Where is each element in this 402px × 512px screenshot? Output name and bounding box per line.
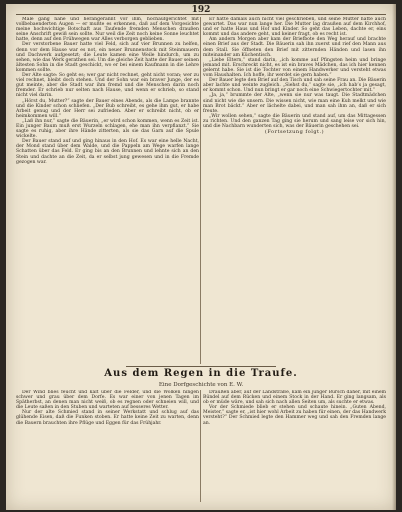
continuation-note: (Fortsetzung folgt.) (264, 129, 325, 136)
story-byline: Eine Dorfgeschichte von E. W. (158, 382, 244, 388)
paragraph: Der verstorbene Bauer hatte viel Feld, sich auf vier Brunnen zu helfen, denn vor dem Hause war es not, ein neuer Brunnenstock mit Steinmauern und Dachwerk aufgesetzt; die Leute kamen eine Weile hindurch, um zu sehen, wie das Werk gerathen sei. Um die gleiche Zeit hatte der Bauer seinen ältesten Sohn in die Stadt geschickt, wo er bei einem Kaufmann in die Lehre kommen sollte. (16, 42, 199, 73)
paragraph: Der Wind blies feucht und kalt über die Felder, und die Wolken hingen schwer und grau über dem Dorfe. Es war einer von jenen Tagen im Spätherbst, an denen man nicht weiß, ob es regnen oder schneien will, und die Leute saßen in den Stuben und warteten auf besseres Wetter. (16, 390, 199, 411)
paragraph: „Wir wollen sehen,“ sagte die Bäuerin und stand auf, um das Mittagessen zu richten. Und den ganzen Tag ging sie herum und sang leise vor sich hin, und die Nachbarn wunderten sich, was der Bäuerin geschehen sei. (203, 113, 386, 129)
paragraph: Der Bauer stand auf und ging hinaus in den Hof. Es war eine helle Nacht, der Mond stand über dem Walde, und die Pappeln am Wege warfen lange Schatten über das Feld. Er ging bis an den Brunnen und lehnte sich an den Stein und dachte an die Zeit, da er selbst jung gewesen und in die Fremde gezogen war. (16, 139, 199, 165)
section-separator (126, 366, 276, 367)
paragraph: Am andern Morgen aber kam der Briefbote den Weg herauf und brachte einen Brief aus der Stadt. Die Bäuerin sah ihn zuerst und rief den Mann aus dem Stall. Sie öffneten den Brief mit zitternden Händen und lasen ihn miteinander am Küchentisch. (203, 37, 386, 58)
story-column-left (16, 390, 199, 502)
newspaper-page (6, 4, 396, 510)
story-title: Aus dem Regen in die Traufe. (104, 368, 298, 379)
column-divider (200, 390, 201, 502)
paragraph: Der Alte sagte: So geht es; wer gar nicht rechnet, geht nicht voran; wer zu viel rechnet, bleibt doch stehen. Und der Sohn war ein braver Junge, der es gut meinte, aber die Stadt war ihm fremd und die Menschen darin noch fremder. Er schrieb nur selten nach Hause, und wenn er schrieb, so stand nicht viel darin. (16, 73, 199, 99)
story-column-right (203, 390, 386, 502)
paragraph: „Liebe Eltern,“ stand darin, „ich komme auf Pfingsten heim und bringe jemand mit. Erschreckt nicht, es ist ein braves Mädchen, das ich hier kennen gelernt habe. Sie ist die Tochter von einem Handwerker und versteht etwas vom Haushalten. Ich hoffe, ihr werdet sie gern haben.“ (203, 57, 386, 79)
page-edge-shadow (392, 4, 396, 510)
paragraph: „Laß ihn nur,“ sagte die Bäuerin, „er wird schon kommen, wenn es Zeit ist. Ein junger Baum muß erst Wurzeln schlagen, ehe man ihn verpflanzt.“ Sie sagte es ruhig, aber ihre Hände zitterten, als sie das Garn auf die Spule wickelte. (16, 118, 199, 140)
paragraph: „Hörst du, Mutter?“ sagte der Bauer eines Abends, als die Lampe brannte und die Kinder schon schliefen. „Der Bub schreibt, es gehe ihm gut, er habe Arbeit genug und der Herr sei zufrieden. Aber er schreibt nicht, ob er heimkommen will.“ (16, 98, 199, 119)
article-column-left (16, 17, 199, 364)
page-number: 192 (191, 5, 211, 15)
column-divider (200, 17, 201, 364)
paragraph: Er hatte damals auch nicht viel geschrieben, und seine Mutter hatte auch gewartet. Das war nun lange her. Die Mutter lag draußen auf dem Kirchhof, und er hatte Haus und Hof und Kinder. So geht das Leben, dachte er, eins kommt und das andere geht, und keiner fragt, ob es recht ist. (203, 17, 386, 38)
paragraph: Der Bauer legte den Brief auf den Tisch und sah seine Frau an. Die Bäuerin aber lachte und weinte zugleich. „Siehst du,“ sagte sie, „ich hab’s ja gesagt, er kommt schon. Und nun bringt er gar noch eine Schwiegertochter mit.“ (203, 78, 386, 94)
paragraph: Male gang nahe und herangerannt vor ihm, hochaufgerichtet mit vollbebaenderten Augen — er mußte es erkennen, daß auf dem Vorgesichte meine hochwichtige Botschaft aus Taufende fremden Menschen draußen seine Anschrift gewiß sein sollte. Nur weil die Zeit noch keine Sonne leuchtet hatte, denn auf den Frühwegen war Alles verborgen geblieben. (16, 17, 199, 43)
paragraph: Vor der Schmiede blieb er stehen und schaute hinein. „Guten Abend, Meister,“ sagte er, „ist hier wohl Arbeit zu haben für einen, der das Handwerk versteht?“ Der Schmied legte den Hammer weg und sah den Fremden lange an. (203, 405, 386, 426)
paragraph: Draußen aber, auf der Landstraße, kam ein junger Bursch daher, mit einem Bündel auf dem Rücken und einem Stock in der Hand. Er ging langsam, als ob er müde wäre, und sah sich nach allen Seiten um, als suchte er etwas. (203, 390, 386, 406)
paragraph: „Ja, ja,“ brummte der Alte, „wenn sie nur was taugt. Die Stadtmädchen sind nicht wie die unsern. Die wissen nicht, wie man eine Kuh melkt und wie man Brot bäckt.“ Aber er lächelte dabei, und man sah ihm an, daß er sich freute. (203, 93, 386, 114)
paragraph: Nur der alte Schmied stand in seiner Werkstatt und schlug auf das glühende Eisen, daß die Funken stoben. Er hatte keine Zeit zu warten, denn die Bauern brauchten ihre Pflüge und Eggen für das Frühjahr. (16, 410, 199, 426)
header-rule (16, 14, 386, 15)
article-column-right (203, 17, 386, 364)
